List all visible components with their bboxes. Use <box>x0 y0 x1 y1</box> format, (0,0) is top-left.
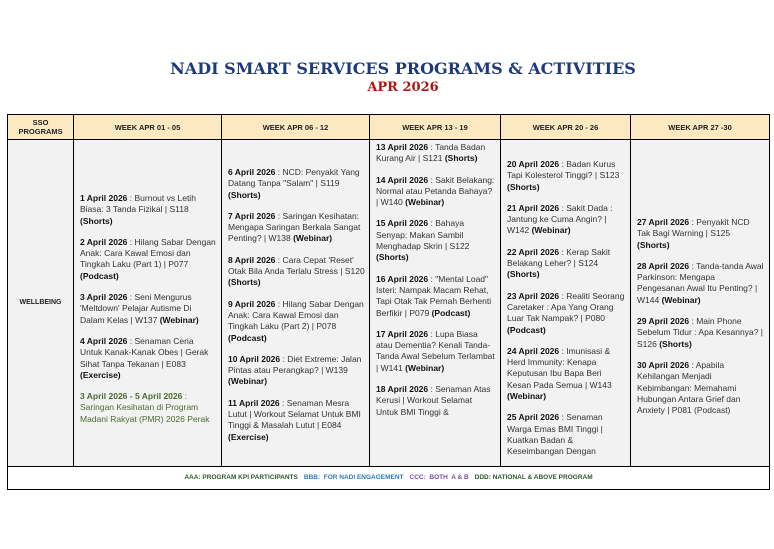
program-name: WELLBEING <box>19 299 62 307</box>
activity-type: (Webinar) <box>405 197 445 208</box>
activity-entry <box>228 398 365 443</box>
activity-type: (Webinar) <box>531 225 571 236</box>
activity-title: : Hilang Sabar Dengan Anak: Cara Kawal Emosi dan Tingkah Laku (Part 2) | P078 <box>228 298 364 332</box>
activity-date: 21 April 2026 <box>507 202 560 213</box>
legend <box>8 466 769 488</box>
activity-entry <box>637 217 765 251</box>
activity-entry <box>637 316 765 350</box>
activity-entry <box>507 247 626 281</box>
activity-date: 3 April 2026 <box>80 292 128 303</box>
activity-title: : NCD: Penyakit Yang Datang Tanpa "Salam" | S119 <box>228 167 360 189</box>
activity-title: : Hilang Sabar Dengan Anak: Cara Kawal Emosi dan Tingkah Laku (Part 1) | P077 <box>80 236 216 270</box>
week-column-3 <box>370 140 501 466</box>
activity-type: (Shorts) <box>228 189 261 200</box>
activity-entry <box>80 237 217 282</box>
legend-bbb: BBB: FOR NADI ENGAGEMENT <box>303 474 404 481</box>
activity-date: 6 April 2026 <box>228 167 276 177</box>
activity-date: 16 April 2026 <box>376 273 429 284</box>
activity-type: (Shorts) <box>637 239 670 250</box>
activity-title: : Penyakit NCD Tak Bagi Warning | S125 <box>637 217 750 239</box>
activity-entry <box>376 142 496 165</box>
activity-date: 25 April 2026 <box>507 412 560 423</box>
legend-aaa: AAA: PROGRAM KPI PARTICIPANTS <box>184 474 298 481</box>
activity-type: (Shorts) <box>80 215 113 226</box>
header-sso-programs: SSO PROGRAMS <box>8 115 74 140</box>
activity-title: : Tanda-tanda Awal Parkinson: Mengapa Pengesanan Awal Itu Penting? | W144 <box>637 260 764 305</box>
activity-entry <box>376 384 496 418</box>
activity-date: 18 April 2026 <box>376 384 429 395</box>
activity-date: 9 April 2026 <box>228 298 276 309</box>
activity-type: (Shorts) <box>659 338 692 349</box>
activity-type: (Webinar) <box>661 294 701 305</box>
activity-type: (Webinar) <box>293 233 333 244</box>
activity-title: : Saringan Kesihatan di Program Madani Rakyat (PMR) 2026 Perak <box>80 391 210 424</box>
activity-date: 22 April 2026 <box>507 246 560 257</box>
activity-entry <box>80 391 217 425</box>
activity-date: 3 April 2026 - 5 April 2026 <box>80 391 183 402</box>
activity-title: : Badan Kurus Tapi Kolesterol Tinggi? | S123 <box>507 159 620 181</box>
activity-type: (Podcast) <box>431 307 471 318</box>
activity-date: 20 April 2026 <box>507 159 560 169</box>
activity-type: (Exercise) <box>80 369 121 380</box>
activity-title: : Sakit Dada : Jantung ke Cuma Angin? | W142 <box>507 202 613 236</box>
activity-date: 30 April 2026 <box>637 359 690 370</box>
activity-entry <box>228 255 365 289</box>
activity-title: : Senaman Ceria Untuk Kanak-Kanak Obes | Gerak Sihat Tanpa Tekanan | E083 <box>80 335 209 369</box>
activity-title: : Kerap Sakit Belakang Leher? | S124 <box>507 246 611 269</box>
activity-entry <box>507 159 626 193</box>
activity-date: 7 April 2026 <box>228 210 276 221</box>
activity-date: 28 April 2026 <box>637 260 690 271</box>
activity-type: (Shorts) <box>507 181 540 192</box>
activity-type: (Shorts) <box>228 277 261 288</box>
activity-type: (Podcast) <box>228 332 267 343</box>
activity-entry <box>376 218 496 263</box>
activity-date: 17 April 2026 <box>376 328 429 339</box>
activity-title: : Lupa Biasa atau Dementia? Kenali Tanda-Tanda Awal Sebelum Terlambat | W141 <box>376 328 495 373</box>
program-cell <box>8 140 74 466</box>
activity-entry <box>228 299 365 344</box>
week-column-5 <box>631 140 769 466</box>
activity-entry <box>228 167 365 201</box>
activity-date: 8 April 2026 <box>228 254 276 265</box>
page-subtitle: APR 2026 <box>367 80 439 95</box>
activity-title: : Sakit Belakang: Normal atau Petanda Bahaya? | W140 <box>376 174 495 208</box>
activity-date: 15 April 2026 <box>376 218 429 229</box>
activity-entry <box>637 360 765 416</box>
header-week-3: WEEK APR 13 - 19 <box>370 115 501 140</box>
activity-date: 4 April 2026 <box>80 335 128 346</box>
activity-date: 2 April 2026 <box>80 236 128 247</box>
activity-title: : "Mental Load" Isteri: Nampak Macam Rehat, Tapi Otak Tak Pernah Berhenti Berfikir | P079 <box>376 273 492 318</box>
activity-type: (Webinar) <box>228 376 268 387</box>
activity-date: 23 April 2026 <box>507 290 560 301</box>
week-column-1 <box>74 140 222 466</box>
activity-title: : Bahaya Senyap: Makan Sambil Menghadap Skrin | S122 <box>376 218 470 252</box>
page-title: NADI SMART SERVICES PROGRAMS & ACTIVITIES <box>170 59 636 78</box>
activity-date: 11 April 2026 <box>228 397 280 408</box>
week-column-4 <box>501 140 631 466</box>
activity-entry <box>507 291 626 336</box>
activity-title: : Realiti Seorang Caretaker : Apa Yang Orang Luar Tak Nampak? | P080 <box>507 290 625 324</box>
activity-type: (Shorts) <box>376 252 409 263</box>
activity-title: : Tanda Badan Kurang Air | S121 <box>376 142 486 164</box>
legend-ddd: DDD: NATIONAL & ABOVE PROGRAM <box>474 474 593 481</box>
activity-title: : Senaman Mesra Lutut | Workout Selamat Untuk BMI Tinggi & Masalah Lutut | E084 <box>228 397 361 431</box>
activity-title: : Senaman Warga Emas BMI Tinggi | Kuatkan Badan & Keseimbangan Dengan <box>507 412 603 457</box>
activity-type: (Shorts) <box>444 153 478 164</box>
activity-entry <box>80 292 217 326</box>
activity-entry <box>228 211 365 245</box>
activity-title: : Saringan Kesihatan: Mengapa Saringan Berkala Sangat Penting? | W138 <box>228 210 361 244</box>
header-week-2: WEEK APR 06 - 12 <box>222 115 370 140</box>
activity-type: (Webinar) <box>405 362 445 373</box>
activity-entry <box>507 346 626 402</box>
header-week-5: WEEK APR 27 -30 <box>631 115 769 140</box>
activity-date: 10 April 2026 <box>228 353 281 364</box>
activity-title: : Burnout vs Letih Biasa: 3 Tanda Fizikal | S118 <box>80 193 196 215</box>
activity-date: 14 April 2026 <box>376 174 429 185</box>
activity-type: (Webinar) <box>507 391 547 402</box>
activity-type: (Exercise) <box>228 431 269 442</box>
activity-title: : Seni Mengurus 'Meltdown' Pelajar Autisme Di Dalam Kelas | W137 <box>80 292 192 325</box>
schedule-table <box>7 114 770 490</box>
activity-title: : Imunisasi & Herd Immunity: Kenapa Keputusan Ibu Bapa Beri Kesan Pada Semua | W143 <box>507 345 612 390</box>
activity-entry <box>507 203 626 237</box>
activity-date: 1 April 2026 <box>80 193 128 203</box>
header-week-4: WEEK APR 20 - 26 <box>501 115 631 140</box>
activity-entry <box>376 175 496 209</box>
activity-type: (Webinar) <box>159 314 199 325</box>
activity-title: : Diet Extreme: Jalan Pintas atau Perangkap? | W139 <box>228 353 362 376</box>
activity-title: : Cara Cepat 'Reset' Otak Bila Anda Terlalu Stress | S120 <box>228 254 365 277</box>
week-column-2 <box>222 140 370 466</box>
activity-entry <box>80 193 217 227</box>
activity-date: 29 April 2026 <box>637 316 690 327</box>
activity-title: : Senaman Atas Kerusi | Workout Selamat Untuk BMI Tinggi & <box>376 384 491 417</box>
legend-ccc: CCC: BOTH A & B <box>409 474 469 481</box>
activity-entry <box>376 274 496 319</box>
activity-entry <box>228 354 365 388</box>
activity-title: : Main Phone Sebelum Tidur : Apa Kesannya? | S126 <box>637 316 764 349</box>
activity-date: 27 April 2026 <box>637 217 690 227</box>
activity-type: (Shorts) <box>507 269 540 280</box>
activity-title: : Apabila Kehilangan Menjadi Kebimbangan: Memahami Hubungan Antara Grief dan Anxiety | P081 (Podcast) <box>637 359 741 416</box>
activity-date: 24 April 2026 <box>507 345 560 356</box>
activity-entry <box>507 412 626 457</box>
activity-entry <box>637 261 765 306</box>
header-week-1: WEEK APR 01 - 05 <box>74 115 222 140</box>
activity-entry <box>80 336 217 381</box>
activity-type: (Podcast) <box>507 324 546 335</box>
activity-type: (Podcast) <box>80 270 119 281</box>
activity-date: 13 April 2026 <box>376 142 429 152</box>
activity-entry <box>376 329 496 374</box>
